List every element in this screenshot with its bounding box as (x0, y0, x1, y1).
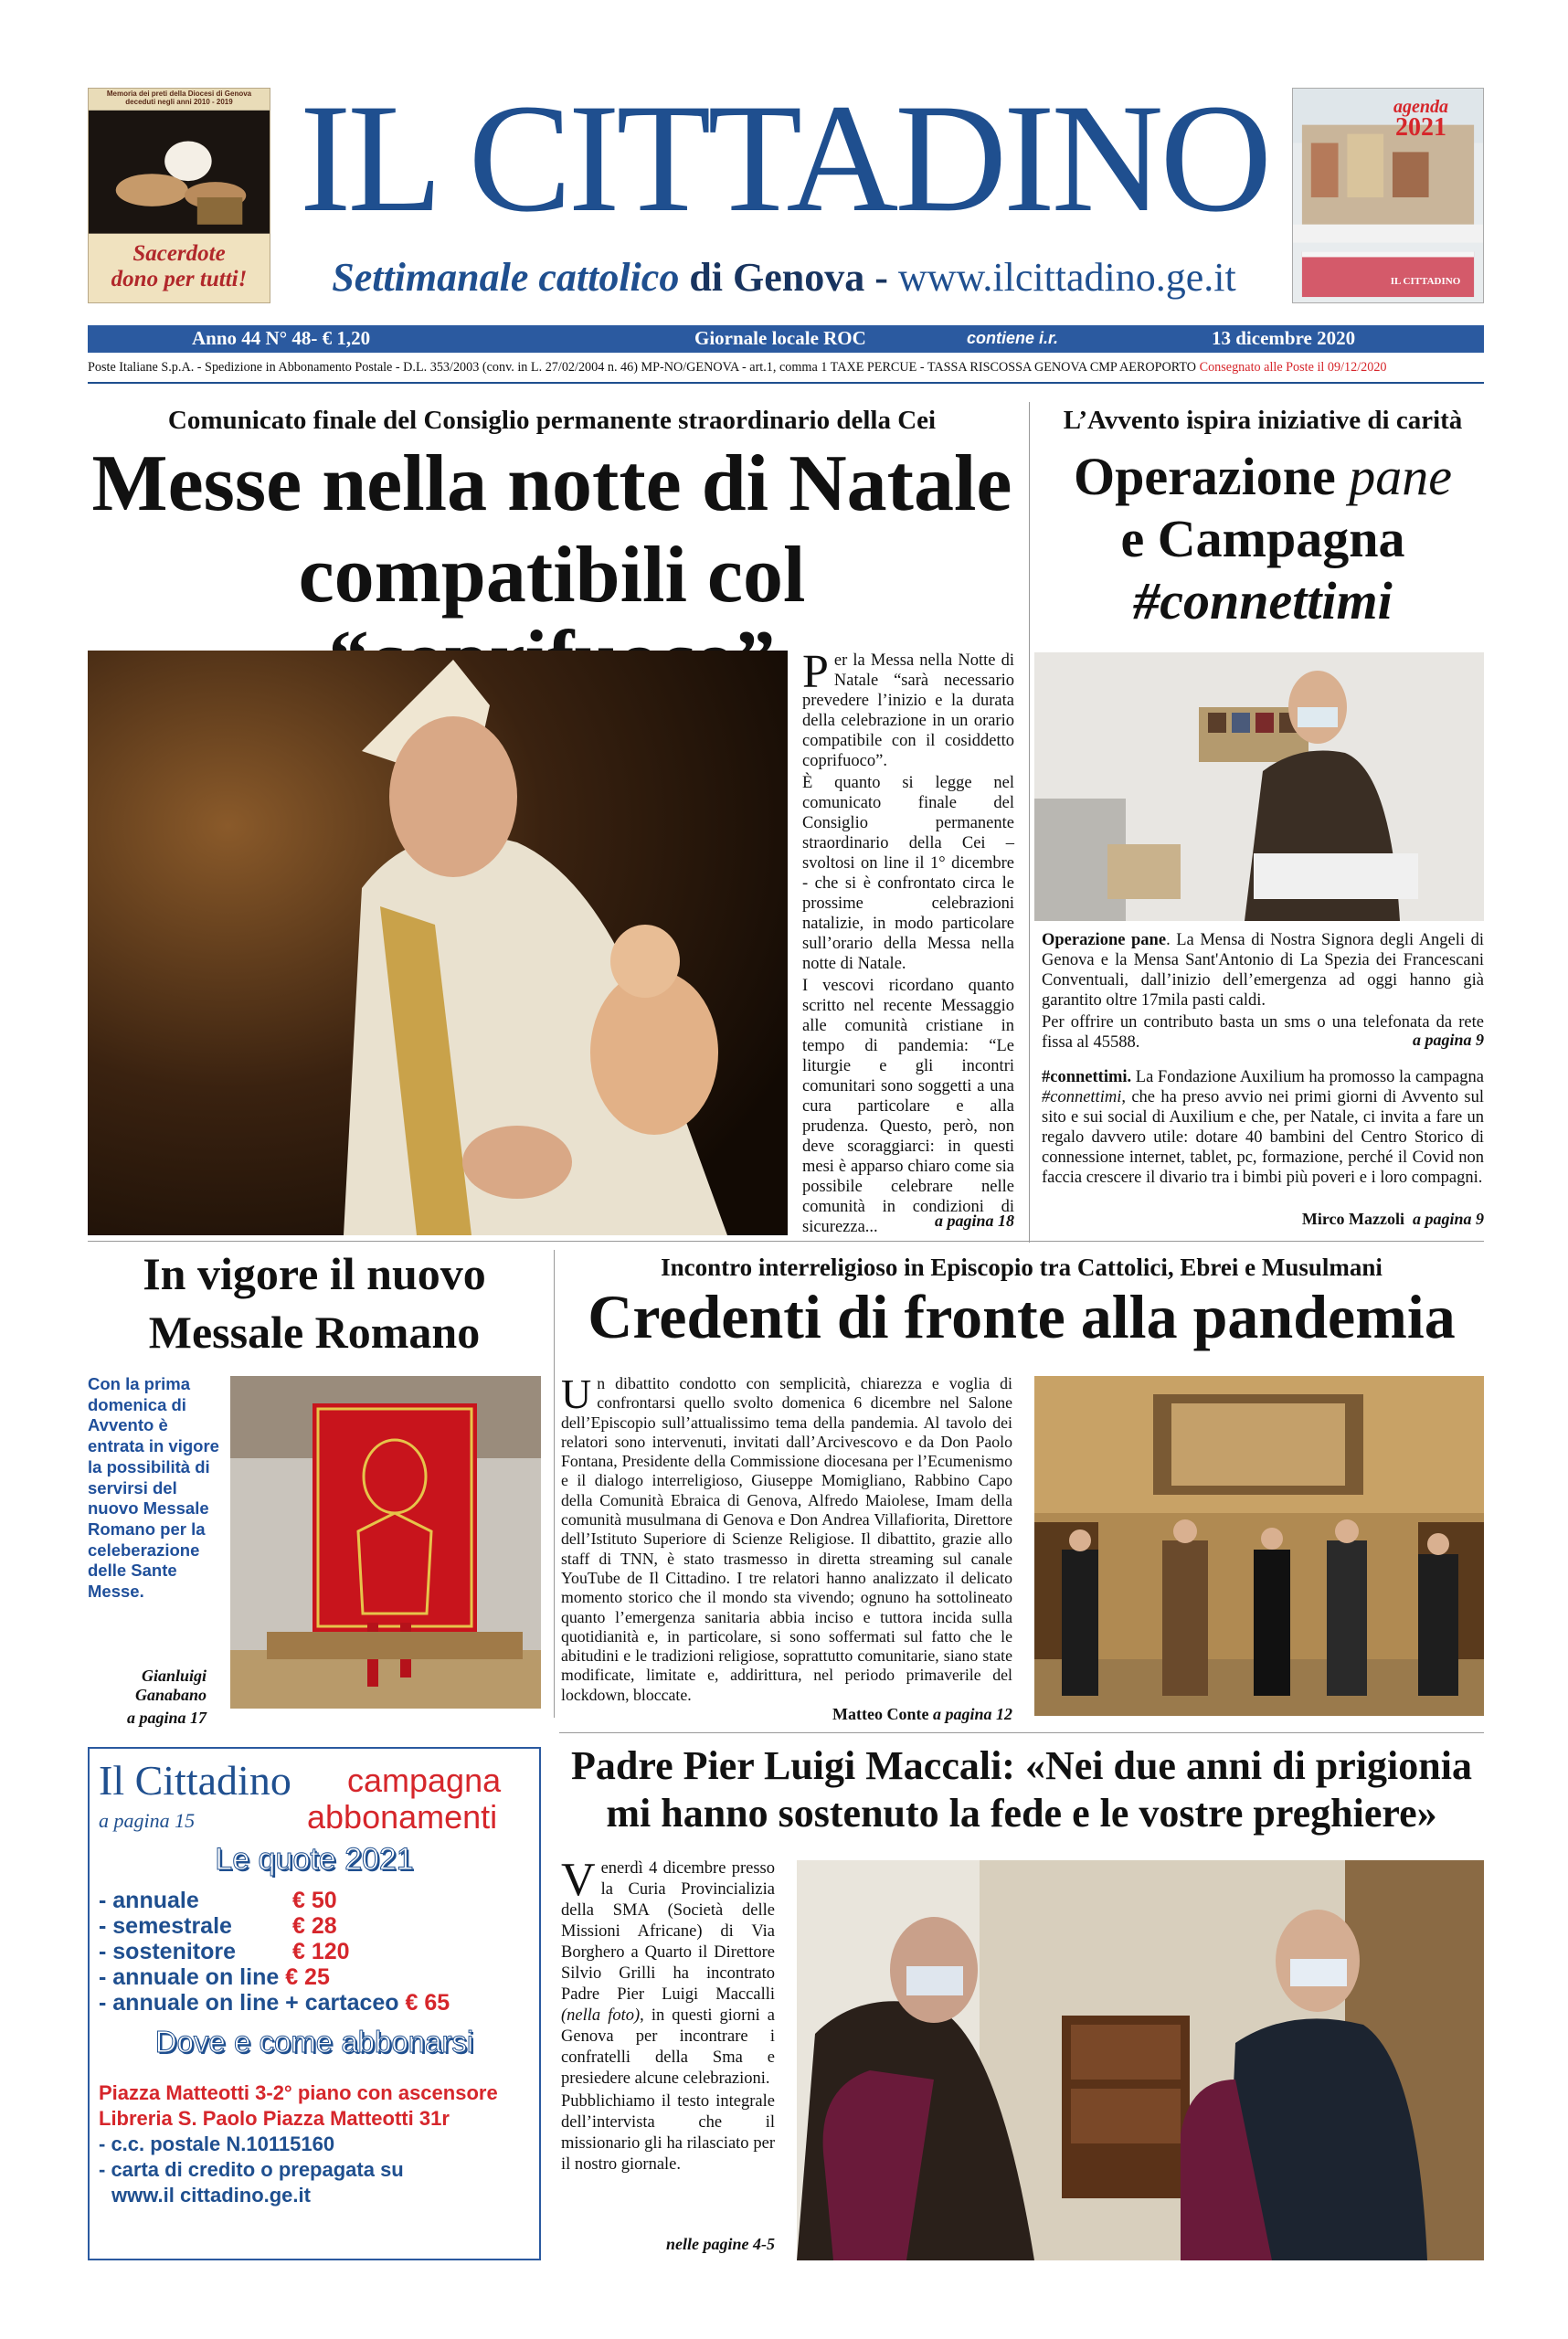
col-divider-mid (554, 1250, 555, 1718)
info-issue: Anno 44 N° 48- € 1,20 (192, 327, 371, 349)
sub-site[interactable]: www.il cittadino.ge.it (111, 2184, 311, 2207)
info-type: Giornale locale ROC (694, 327, 866, 349)
subtitle-rest: di Genova - (689, 255, 888, 300)
maccali-ref[interactable]: nelle pagine 4-5 (666, 2235, 775, 2253)
maccali-p1-text: enerdì 4 dicembre presso la Curia Provincializia della SMA (Società delle Missioni Africane) di Via Borghero a Quarto il Direttore Silvio Grilli ha incontrato Padre Pier Luigi Maccalli (561, 1859, 775, 2004)
advent-kicker: L’Avvento ispira iniziative di carità (1063, 406, 1463, 435)
interfaith-footer (561, 1705, 1012, 1724)
maccali-dropcap: V (561, 1854, 596, 1906)
missal-author: Gianluigi Ganabano (134, 1667, 207, 1704)
advent-item1-ref[interactable]: a pagina 9 (1412, 1031, 1484, 1049)
quote-label: - annuale on line (99, 1964, 280, 1990)
advent-headline-3: #connettimi (1133, 571, 1393, 630)
maccali-photo[interactable] (797, 1860, 1484, 2260)
maccali-p1-end: , in questi giorni a Genova per incontrare i confratelli della Sma e presiedere alcune celebrazioni. (561, 2006, 776, 2088)
subtitle-italic: Settimanale cattolico (332, 255, 680, 300)
interfaith-photo[interactable] (1034, 1376, 1484, 1716)
friar-photo[interactable] (1034, 652, 1484, 921)
subscription-ref[interactable]: a pagina 15 (99, 1809, 196, 1832)
main-headline-1: Messe nella notte di Natale (91, 439, 1012, 528)
masthead-url[interactable]: www.ilcittadino.ge.it (897, 255, 1236, 300)
advent-h1b: pane (1349, 447, 1452, 506)
interfaith-author: Matteo Conte (832, 1705, 929, 1723)
missal-text: Con la prima domenica di Avvento è entrata in vigore la possibilità di servirsi del nuovo Messale Romano per la celeberazione delle Sante Messe. (88, 1374, 219, 1602)
mid-rule (88, 1241, 1484, 1242)
quote-row (99, 1939, 528, 1964)
interfaith-text: n dibattito condotto con semplicità, chiarezza e voglia di confrontarsi quello svolto domenica 6 dicembre nel Salone dell’Episcopio sull’attualissimo tema della pandemia. Al tavolo dei relatori sono intervenuti, invitati dall’Arcivescovo e da Don Paolo Fontana, Presidente della Commissione diocesana per l’Ecumenismo e il dialogo interreligioso, Giuseppe Momigliano, Rabbino Capo della Comunità Ebraica di Genova, Alfredo Maiolese, Imam della comunità musulmana di Genova e Don Andrea Villafiorita, Direttore dell’Istituto Superiore di Scienze Religiose. Il dibattito, grazie allo staff di TNN, è stato trasmesso in diretta streaming sul canale YouTube de Il Cittadino. I tre relatori hanno analizzato il delicato momento storico che il mondo sta vivendo; ognuno ha sottolineato quanto l’emergenza sanitaria abbia inciso e tuttora incida sulla quotidianità e, in particolare, si sono soffermati sul fatto che le abitudini e le tradizioni religiose, soprattutto comunitarie, siano state modificate, limitate e, addirittura, nel periodo primaverile del lockdown, bloccate. (561, 1374, 1012, 1704)
right-promo-label: agenda (1393, 97, 1448, 117)
main-ref[interactable]: a pagina 18 (934, 1212, 1014, 1230)
sub-card: - carta di credito o prepagata su (99, 2158, 404, 2181)
advent-item2 (1042, 1067, 1484, 1190)
advent-headline-2: e Campagna (1120, 509, 1405, 568)
advent-item2-text-c: , che ha preso avvio nei primi giorni di Avvento sul sito e sui social di Auxilium e che, per Natale, ci invita a fare un regalo davvero utile: dotare 40 bambini del Centro Storico di connessione internet, tablet, pc, formazione, perché il Covid non faccia crescere il divario tra i bimbi più poveri e i loro compagni. (1042, 1088, 1484, 1187)
advent-item2-text-b: #connettimi (1042, 1088, 1122, 1106)
advent-item2-footer (1042, 1210, 1484, 1229)
quote-price: € 28 (292, 1913, 337, 1939)
sub-cc: - c.c. postale N.10115160 (99, 2133, 335, 2155)
quote-label: - semestrale (99, 1913, 232, 1939)
advent-h1a: Operazione (1074, 447, 1336, 506)
quote-row (99, 1990, 528, 2016)
main-body (802, 646, 1014, 1239)
quote-row (99, 1888, 528, 1913)
maccali-p1-italic: (nella foto) (561, 2006, 641, 2025)
quote-price: € 25 (285, 1964, 330, 1990)
subscription-box[interactable] (88, 1747, 541, 2260)
maccali-body (561, 1854, 776, 2177)
advent-item2-ref[interactable]: a pagina 9 (1412, 1210, 1484, 1228)
missal-photo[interactable] (230, 1376, 541, 1709)
advent-item2-p (1042, 1067, 1484, 1188)
pope-photo[interactable] (88, 651, 788, 1235)
advent-headline-1 (1042, 447, 1484, 506)
postal-text: Poste Italiane S.p.A. - Spedizione in Abbonamento Postale - D.L. 353/2003 (conv. in L. 27/02/2004 n. 46) MP-NO/GENOVA - art.1, comma 1 TAXE PERCUE - TASSA RISCOSSA GENOVA CMP AEROPORTO (88, 360, 1197, 375)
advent-item1-lead: Operazione pane (1042, 931, 1167, 949)
info-contains: contiene i.r. (967, 329, 1059, 347)
right-promo-footer: IL CITTADINO (1390, 276, 1461, 287)
left-promo-top-text: Memoria dei preti della Diocesi di Genova deceduti negli anni 2010 - 2019 (106, 90, 252, 106)
info-postal (88, 360, 1484, 376)
interfaith-body (561, 1371, 1012, 1707)
quote-row (99, 1964, 528, 1990)
col-divider-top (1029, 402, 1030, 1243)
main-headline-2: compatibili col (298, 531, 806, 619)
main-p3: I vescovi ricordano quanto scritto nel recente Messaggio alle comunità cristiane in tempo di pandemia: “Le liturgie e gli incontri comunitari sono soggetti a una cura particolare e alla prudenza. Questo, però, non deve scoraggiarci: in questi mesi è apparso chiaro come sia possibile celebrare nelle comunità in condizioni di sicurezza... (802, 977, 1014, 1236)
subscription-title: Il Cittadino (99, 1757, 291, 1804)
quote-row (99, 1913, 528, 1939)
where-title: Dove e come abbonarsi (154, 2025, 474, 2059)
right-promo-year: 2021 (1395, 113, 1446, 142)
maccali-headline-1: Padre Pier Luigi Maccali: «Nei due anni di prigionia (571, 1743, 1472, 1788)
sub-addr2: Libreria S. Paolo Piazza Matteotti 31r (99, 2107, 450, 2130)
masthead-rule (88, 382, 1484, 384)
interfaith-ref[interactable]: a pagina 12 (932, 1705, 1012, 1723)
missal-headline-1: In vigore il nuovo (143, 1248, 486, 1299)
interfaith-headline: Credenti di fronte alla pandemia (588, 1282, 1456, 1351)
quote-label: - sostenitore (99, 1939, 237, 1964)
quote-price: € 65 (405, 1990, 450, 2016)
left-promo-caption: Sacerdote dono per tutti! (111, 241, 248, 291)
maccali-p2: Pubblichiamo il testo integrale dell’intervista che il missionario gli ha rilasciato per il nostro giornale. (561, 2092, 775, 2174)
quote-label: - annuale (99, 1888, 199, 1913)
quote-price: € 50 (292, 1888, 337, 1913)
main-p1: er la Messa nella Notte di Natale “sarà necessario prevedere l’inizio e la durata della celebrazione in un orario compatibile con il cosiddetto coprifuoco”. (802, 651, 1014, 770)
main-kicker: Comunicato finale del Consiglio permanente straordinario della Cei (167, 406, 937, 435)
subscription-title-red-1: campagna (347, 1762, 502, 1799)
info-date: 13 dicembre 2020 (1212, 327, 1356, 349)
quote-label: - annuale on line + cartaceo (99, 1990, 399, 2016)
lower-rule (559, 1732, 1484, 1733)
masthead-subtitle (292, 254, 1276, 301)
missal-headline-2: Messale Romano (148, 1307, 481, 1358)
masthead-title: IL CITTADINO (299, 72, 1269, 244)
postal-red: Consegnato alle Poste il 09/12/2020 (1199, 360, 1387, 375)
advent-item2-author: Mirco Mazzoli (1301, 1210, 1404, 1228)
quote-price: € 120 (292, 1939, 350, 1964)
main-p2: È quanto si legge nel comunicato finale del Consiglio permanente straordinario della Cei – svoltosi on line il 1° dicembre - che si è confrontato circa le prossime celebrazioni natalizie, in modo particolare sull’orario della Messa nella notte di Natale. (802, 774, 1014, 973)
main-dropcap: P (802, 646, 829, 698)
missal-ref[interactable]: a pagina 17 (126, 1709, 207, 1727)
advent-item1-p (1042, 930, 1484, 1011)
sub-addr1: Piazza Matteotti 3-2° piano con ascensore (99, 2081, 498, 2104)
maccali-headline-2: mi hanno sostenuto la fede e le vostre preghiere» (606, 1791, 1437, 1836)
quotes-list (99, 1888, 528, 2016)
advent-item2-text-a: La Fondazione Auxilium ha promosso la campagna (1131, 1068, 1484, 1086)
interfaith-dropcap: U (561, 1371, 592, 1417)
advent-item2-lead: #connettimi. (1042, 1068, 1132, 1086)
subscription-title-red-2: abbonamenti (307, 1798, 498, 1836)
quotes-title: Le quote 2021 (215, 1842, 414, 1877)
interfaith-kicker: Incontro interreligioso in Episcopio tra Cattolici, Ebrei e Musulmani (661, 1254, 1383, 1281)
advent-item1-text2: Per offrire un contributo basta un sms o una telefonata da rete fissa al 45588. (1042, 1013, 1484, 1052)
advent-item1-text: . La Mensa di Nostra Signora degli Angeli di Genova e la Mensa Sant'Antonio di La Spezia dei Francescani Conventuali, dall’inizio dell’emergenza ad oggi hanno già garantito oltre 17mila pasti caldi. (1042, 931, 1484, 1010)
